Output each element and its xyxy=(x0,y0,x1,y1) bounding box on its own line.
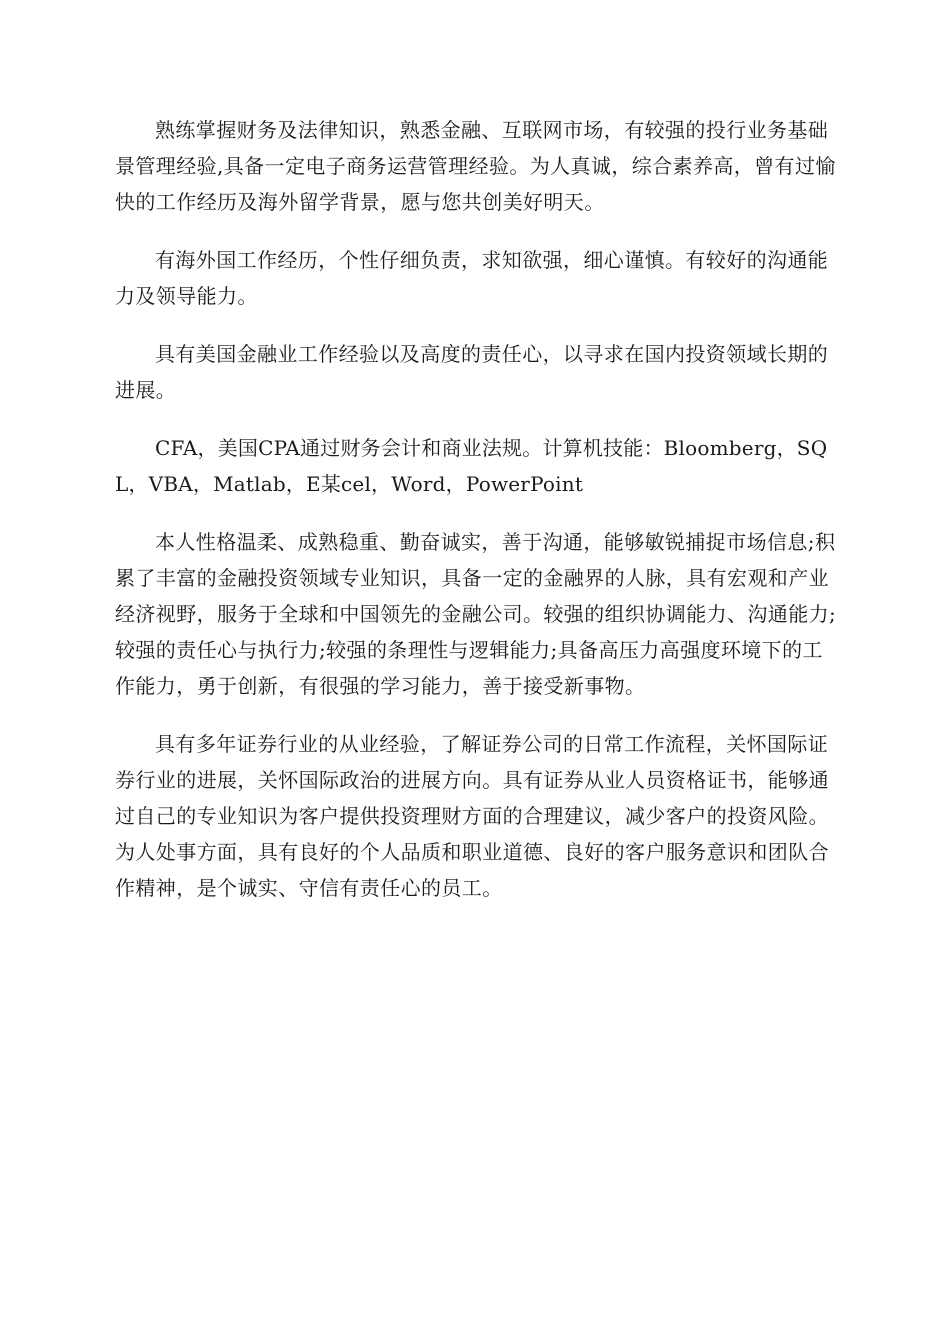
paragraph-6: 具有多年证券行业的从业经验，了解证券公司的日常工作流程，关怀国际证券行业的进展，关怀国际政治的进展方向。具有证券从业人员资格证书，能够通过自己的专业知识为客户提供投资理财方面的合理建议，减少客户的投资风险。为人处事方面，具有良好的个人品质和职业道德、良好的客户服务意识和团队合作精神，是个诚实、守信有责任心的员工。 xyxy=(115,732,829,900)
paragraph-2: 有海外国工作经历，个性仔细负责，求知欲强，细心谨慎。有较好的沟通能力及领导能力。 xyxy=(115,248,829,308)
paragraph-5: 本人性格温柔、成熟稳重、勤奋诚实，善于沟通，能够敏锐捕捉市场信息;积累了丰富的金融投资领域专业知识，具备一定的金融界的人脉，具有宏观和产业经济视野，服务于全球和中国领先的金融公司。较强的组织协调能力、沟通能力;较强的责任心与执行力;较强的条理性与逻辑能力;具备高压力高强度环境下的工作能力，勇于创新，有很强的学习能力，善于接受新事物。 xyxy=(115,530,837,698)
paragraph-1: 熟练掌握财务及法律知识，熟悉金融、互联网市场，有较强的投行业务基础景管理经验,具备一定电子商务运营管理经验。为人真诚，综合素养高，曾有过愉快的工作经历及海外留学背景，愿与您共创美好明天。 xyxy=(115,118,836,214)
document-body xyxy=(115,112,837,928)
paragraph-4: CFA，美国CPA通过财务会计和商业法规。计算机技能：Bloomberg，SQL，VBA，Matlab，E某cel，Word，PowerPoint xyxy=(115,436,828,496)
paragraph-3: 具有美国金融业工作经验以及高度的责任心，以寻求在国内投资领域长期的进展。 xyxy=(115,342,829,402)
